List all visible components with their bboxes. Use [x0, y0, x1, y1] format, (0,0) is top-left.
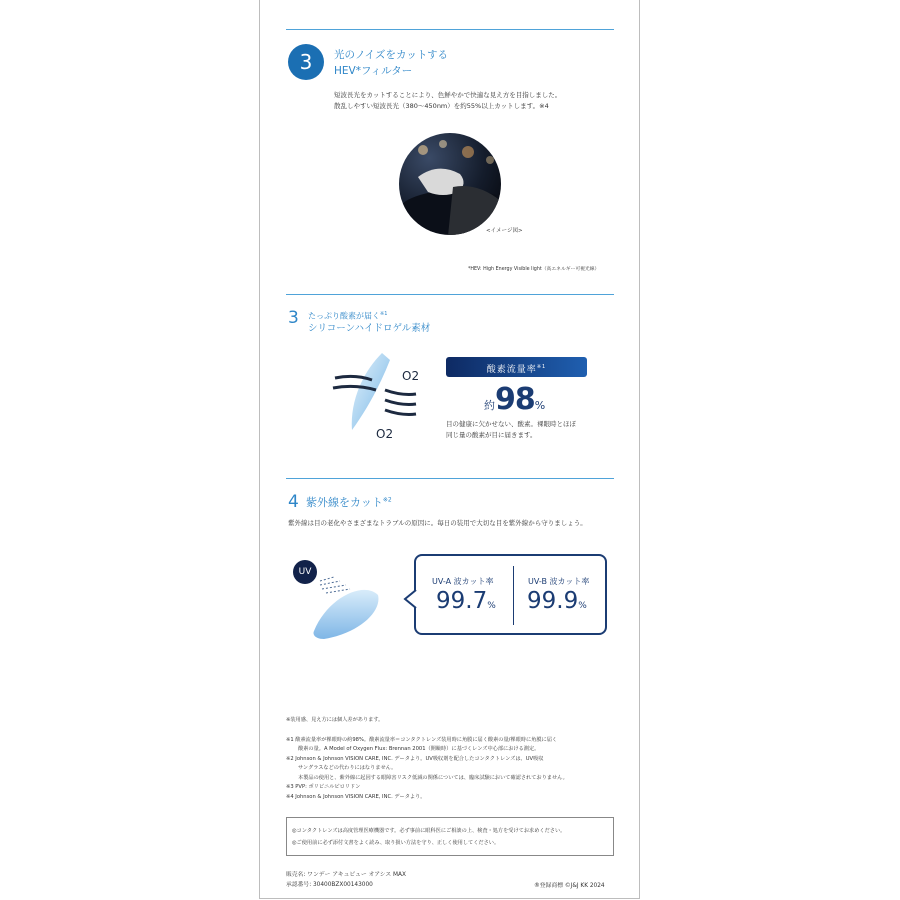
hev-description	[334, 90, 561, 112]
oxygen-flux-badge	[446, 357, 587, 377]
oxygen-desc-line2: 同じ量の酸素が目に届きます。	[446, 431, 537, 439]
uvb-value-unit: %	[578, 601, 587, 611]
oxygen-value	[484, 382, 545, 417]
note-4: ※4 Johnson & Johnson VISION CARE, INC. データより。	[286, 793, 426, 800]
note-2-line2: サングラスなどの代わりにはなりません。	[298, 765, 397, 771]
o2-label-top: O2	[402, 369, 420, 383]
section-divider-top	[286, 29, 614, 30]
oxygen-section-number: 3	[288, 308, 299, 328]
note-general: ※装用感、見え方には個人差があります。	[286, 717, 384, 723]
oxygen-title-sup: ※1	[380, 311, 388, 317]
uvb-label: UV-B 波カット率	[528, 577, 590, 586]
disclaimer-text	[292, 825, 565, 849]
disclaimer-line2: ◎ご使用前に必ず添付文書をよく読み、取り扱い方法を守り、正しく使用してください。	[292, 840, 500, 846]
uv-title	[306, 494, 392, 510]
night-driving-image	[398, 132, 502, 236]
section-number-badge: 3	[288, 44, 324, 80]
note-1-line1: ※1 酸素流量率が裸眼時の約98%。酸素流量率＝コンタクトレンズ装用時に角膜に届く酸素の量/裸眼時に角膜に届く	[286, 736, 558, 743]
image-caption: <イメージ図>	[486, 228, 523, 234]
o2-label-bottom: O2	[376, 427, 394, 441]
medical-disclaimer-box	[286, 817, 614, 856]
note-1-line2: 酸素の量。A Model of Oxygen Flux: Brennan 2001（開瞼時）に基づくレンズ中心部における測定。	[298, 746, 540, 752]
speech-pointer	[403, 590, 417, 608]
hev-title-line1: 光のノイズをカットする	[334, 49, 449, 61]
uv-title-text: 紫外線をカット	[306, 496, 383, 509]
product-name: 販売名: ワンデー アキュビュー オアシス MAX	[286, 872, 406, 878]
uv-section-number: 4	[288, 492, 299, 512]
approval-number: 承認番号: 30400BZX00143000	[286, 882, 373, 888]
oxygen-title	[308, 308, 430, 335]
footnotes	[286, 716, 616, 802]
oxygen-desc-line1: 目の健康に欠かせない、酸素。裸眼時とほぼ	[446, 420, 576, 428]
hev-desc-line2: 散乱しやすい短波長光（380〜450nm）を約55%以上カットします。※4	[334, 102, 549, 110]
oxygen-description	[446, 419, 576, 441]
uva-label: UV-A 波カット率	[432, 577, 494, 586]
oxygen-value-prefix: 約	[484, 399, 495, 412]
section-divider-oxygen	[286, 294, 614, 295]
uv-box-divider	[513, 566, 514, 625]
hev-footnote: *HEV: High Energy Visible light（高エネルギー可視光線）	[468, 267, 600, 272]
section-divider-uv	[286, 478, 614, 479]
hev-desc-line1: 短波長光をカットすることにより、色鮮やかで快適な見え方を目指しました。	[334, 91, 562, 99]
product-info	[286, 870, 406, 890]
uvb-value-number: 99.9	[527, 588, 579, 614]
oxygen-title-line1: たっぷり酸素が届く	[308, 311, 380, 321]
uv-description: 紫外線は目の老化やさまざまなトラブルの原因に。毎日の装用で大切な目を紫外線から守りましょう。	[288, 519, 587, 527]
oxygen-badge-sup: ※1	[536, 364, 547, 370]
oxygen-value-unit: %	[534, 399, 546, 412]
oxygen-badge-label: 酸素流量率	[486, 365, 537, 375]
uva-value	[436, 588, 496, 614]
note-2-line1: ※2 Johnson & Johnson VISION CARE, INC. データより。UV吸収剤を配合したコンタクトレンズは、UV吸収	[286, 755, 544, 762]
hev-title	[334, 47, 448, 79]
note-3: ※3 PVP: ポリビニルピロリドン	[286, 784, 361, 790]
uv-title-sup: ※2	[382, 496, 392, 504]
trademark-notice: ®登録商標 ©J&J KK 2024	[534, 883, 605, 889]
uva-value-number: 99.7	[436, 588, 488, 614]
note-2-line3: 本製品の使用と、紫外線に起因する眼障害リスク低減の関係については、臨床試験において確認されておりません。	[298, 774, 568, 781]
uvb-value	[527, 588, 587, 614]
oxygen-value-number: 98	[495, 382, 535, 417]
uv-badge-icon: UV	[293, 560, 317, 584]
hev-title-line2: HEV*フィルター	[334, 65, 413, 77]
oxygen-title-line2: シリコーンハイドロゲル素材	[308, 322, 431, 334]
disclaimer-line1: ◎コンタクトレンズは高度管理医療機器です。必ず事前に眼科医にご相談の上、検査・処方を受けてお求めください。	[292, 828, 566, 834]
uva-value-unit: %	[487, 601, 496, 611]
